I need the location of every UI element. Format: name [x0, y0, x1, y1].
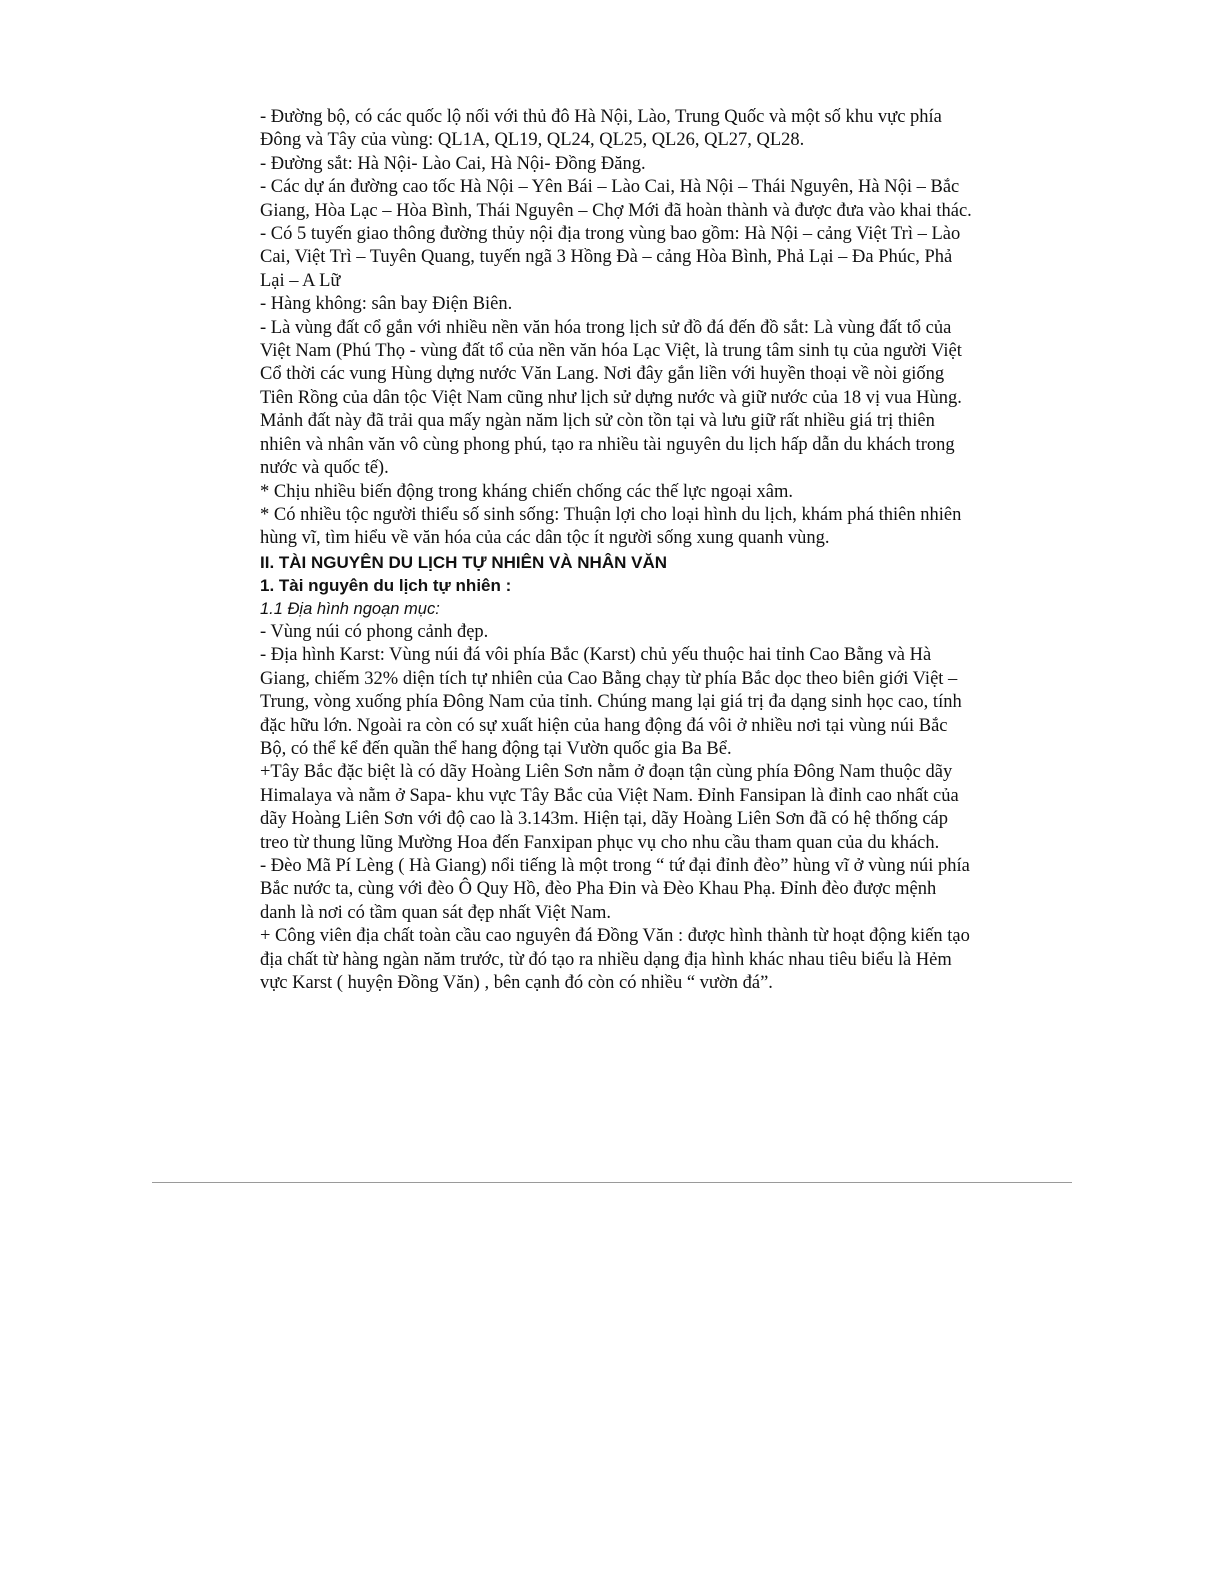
section-heading: II. TÀI NGUYÊN DU LỊCH TỰ NHIÊN VÀ NHÂN VĂN — [260, 552, 668, 572]
paragraph-waterways: - Có 5 tuyến giao thông đường thủy nội địa trong vùng bao gồm: Hà Nội – cảng Việt Trì – Lào Cai, Việt Trì – Tuyên Quang, tuyến ngã 3 Hồng Đà – cảng Hòa Bình, Phả Lại – Đa Phúc, Phả Lại – A Lữ — [260, 224, 961, 291]
sub-heading: 1. Tài nguyên du lịch tự nhiên : — [260, 576, 512, 596]
paragraph-aviation: - Hàng không: sân bay Điện Biên. — [260, 294, 513, 315]
paragraph-ethnic-groups: * Có nhiều tộc người thiểu số sinh sống: Thuận lợi cho loại hình du lịch, khám phá thiên nhiên hùng vĩ, tìm hiểu về văn hóa của các dân tộc ít người sống xung quanh vùng. — [260, 504, 962, 549]
paragraph-ancient-land: - Là vùng đất cổ gắn với nhiều nền văn hóa trong lịch sử đồ đá đến đồ sắt: Là vùng đất tổ của Việt Nam (Phú Thọ - vùng đất tổ của nền văn hóa Lạc Việt, là trung tâm sinh tụ của người Việt Cổ thời các vung Hùng dựng nước Văn Lang. Nơi đây gắn liền với huyền thoại về nòi giống Tiên Rồng của dân tộc Việt Nam cũng như lịch sử dựng nước và giữ nước của 18 vị vua Hùng. Mảnh đất này đã trải qua mấy ngàn năm lịch sử còn tồn tại và lưu giữ rất nhiều giá trị thiên nhiên và nhân văn vô cùng phong phú, tạo ra nhiều tài nguyên du lịch hấp dẫn du khách trong nước và quốc tế). — [260, 317, 962, 479]
paragraph-wars: * Chịu nhiều biến động trong kháng chiến chống các thế lực ngoại xâm. — [260, 481, 794, 502]
paragraph-ma-pi-leng: - Đèo Mã Pí Lèng ( Hà Giang) nổi tiếng là một trong “ tứ đại đỉnh đèo” hùng vĩ ở vùng núi phía Bắc nước ta, cùng với đèo Ô Quy Hồ, đèo Pha Đin và Đèo Khau Phạ. Đỉnh đèo được mệnh danh là nơi có tầm quan sát đẹp nhất Việt Nam. — [260, 856, 970, 923]
paragraph-karst: - Địa hình Karst: Vùng núi đá vôi phía Bắc (Karst) chủ yếu thuộc hai tỉnh Cao Bằng và Hà Giang, chiếm 32% diện tích tự nhiên của Cao Bằng chạy từ phía Bắc dọc theo biên giới Việt – Trung, vòng xuống phía Đông Nam của tỉnh. Chúng mang lại giá trị đa dạng sinh học cao, tính đặc hữu lớn. Ngoài ra còn có sự xuất hiện của hang động đá vôi ở nhiều nơi tại vùng núi Bắc Bộ, có thể kể đến quần thể hang động tại Vườn quốc gia Ba Bể. — [260, 645, 962, 759]
paragraph-expressways: - Các dự án đường cao tốc Hà Nội – Yên Bái – Lào Cai, Hà Nội – Thái Nguyên, Hà Nội – Bắc Giang, Hòa Lạc – Hòa Bình, Thái Nguyên – Chợ Mới đã hoàn thành và được đưa vào khai thác. — [260, 177, 972, 221]
document-body — [260, 106, 972, 995]
paragraph-hoang-lien-son: +Tây Bắc đặc biệt là có dãy Hoàng Liên Sơn nằm ở đoạn tận cùng phía Đông Nam thuộc dãy Himalaya và nằm ở Sapa- khu vực Tây Bắc của Việt Nam. Đỉnh Fansipan là đỉnh cao nhất của dãy Hoàng Liên Sơn với độ cao là 3.143m. Hiện tại, dãy Hoàng Liên Sơn đã có hệ thống cáp treo từ thung lũng Mường Hoa đến Fanxipan phục vụ cho nhu cầu tham quan của du khách. — [260, 762, 959, 853]
paragraph-mountain-scenery: - Vùng núi có phong cảnh đẹp. — [260, 621, 489, 642]
paragraph-railway: - Đường sắt: Hà Nội- Lào Cai, Hà Nội- Đồng Đăng. — [260, 153, 646, 174]
sub-sub-heading: 1.1 Địa hình ngoạn mục: — [260, 599, 440, 618]
paragraph-road-transport: - Đường bộ, có các quốc lộ nối với thủ đô Hà Nội, Lào, Trung Quốc và một số khu vực phía Đông và Tây của vùng: QL1A, QL19, QL24, QL25, QL26, QL27, QL28. — [260, 107, 942, 151]
page-divider — [152, 1182, 1072, 1183]
paragraph-dong-van-geopark: + Công viên địa chất toàn cầu cao nguyên đá Đồng Văn : được hình thành từ hoạt động kiến tạo địa chất từ hàng ngàn năm trước, từ đó tạo ra nhiều dạng địa hình khác nhau tiêu biểu là Hẻm vực Karst ( huyện Đồng Văn) , bên cạnh đó còn có nhiều “ vườn đá”. — [260, 926, 970, 994]
